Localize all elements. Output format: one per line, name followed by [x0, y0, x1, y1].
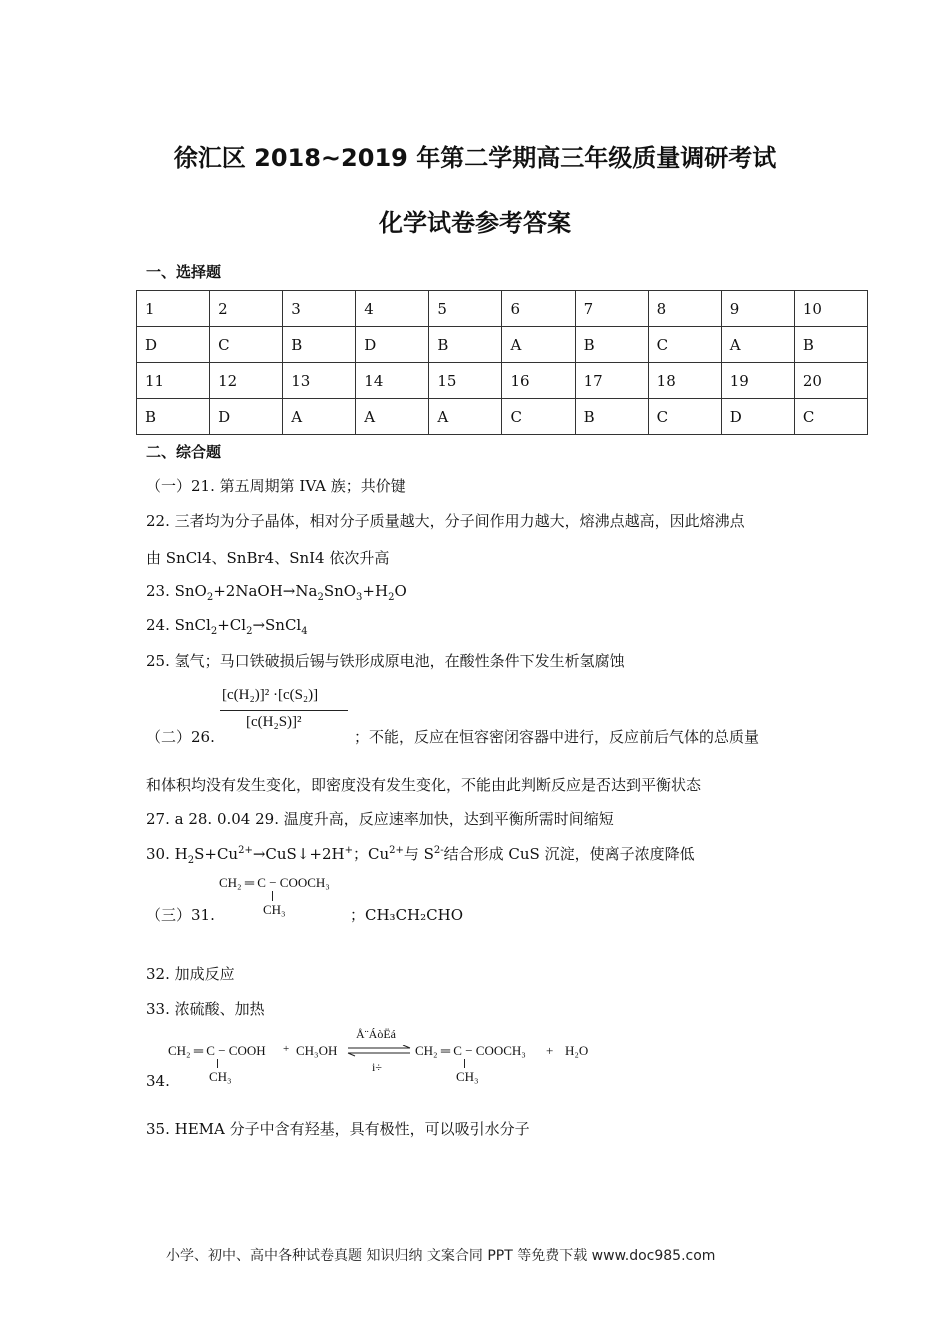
- section-comprehensive-heading: 二、综合题: [146, 443, 222, 461]
- q34-bond2: [464, 1059, 465, 1068]
- answer-table-cell: A: [356, 399, 429, 435]
- answer-table-cell: D: [721, 399, 794, 435]
- answer-table-cell: A: [283, 399, 356, 435]
- answer-table-cell: D: [137, 327, 210, 363]
- answer-q30: 30. $H_2S+Cu^{2+}\to CuS↓+2H^+$；$Cu^{2+}$与 $S^{2-}$结合形成 CuS 沉淀，使离子浓度降低: [146, 845, 695, 866]
- answer-table-cell: B: [575, 399, 648, 435]
- answer-table-cell: C: [648, 399, 721, 435]
- q26-fraction-denominator: [c(H₂S)]²: [246, 714, 302, 730]
- answer-table-row: [137, 363, 868, 399]
- answer-q26-text: ；不能，反应在恒容密闭容器中进行，反应前后气体的总质量: [354, 728, 760, 746]
- answer-q32: 32. 加成反应: [146, 965, 235, 983]
- answer-table-cell: A: [429, 399, 502, 435]
- q34-product2: H₂O: [565, 1043, 589, 1058]
- answer-table-row: [137, 291, 868, 327]
- section-choice-heading: 一、选择题: [146, 263, 222, 281]
- answer-table-cell: B: [429, 327, 502, 363]
- answer-q33: 33. 浓硫酸、加热: [146, 1000, 265, 1018]
- answer-table-cell: B: [283, 327, 356, 363]
- q26-fraction-bar: [220, 710, 348, 711]
- q34-reversible-arrow: [346, 1045, 412, 1057]
- answer-table-cell: 14: [356, 363, 429, 399]
- answer-q25: 25. 氢气；马口铁破损后锡与铁形成原电池，在酸性条件下发生析氢腐蚀: [146, 652, 625, 670]
- answer-table-cell: 7: [575, 291, 648, 327]
- exam-title: 徐汇区 2018~2019 年第二学期高三年级质量调研考试: [173, 144, 777, 172]
- answer-table-cell: C: [794, 399, 867, 435]
- q31-structure-branch: CH₃: [263, 902, 286, 917]
- answer-table-cell: B: [794, 327, 867, 363]
- answer-table-row: [137, 399, 868, 435]
- q34-plus2: +: [546, 1043, 554, 1058]
- q34-reactant1: CH₂ ═ C − COOH: [168, 1043, 266, 1058]
- answer-key-title: 化学试卷参考答案: [379, 209, 571, 237]
- answer-table-cell: 10: [794, 291, 867, 327]
- q34-branch1: CH₃: [209, 1069, 232, 1084]
- q31-structure-main: CH₂ ═ C − COOCH₃: [219, 875, 330, 890]
- q34-branch2: CH₃: [456, 1069, 479, 1084]
- answer-table-cell: 20: [794, 363, 867, 399]
- answer-table-cell: 5: [429, 291, 502, 327]
- answer-table-cell: B: [137, 399, 210, 435]
- answer-q23: 23. $SnO_2+2NaOH\to Na_2SnO_3+H_2O$: [146, 582, 407, 603]
- answer-q26-line2: 和体积均没有发生变化，即密度没有发生变化，不能由此判断反应是否达到平衡状态: [146, 776, 702, 794]
- answer-table-cell: B: [575, 327, 648, 363]
- q34-condition-bottom: i÷: [372, 1060, 382, 1074]
- answer-table-row: [137, 327, 868, 363]
- answer-table-cell: 18: [648, 363, 721, 399]
- answer-table-cell: 8: [648, 291, 721, 327]
- answer-table-cell: D: [356, 327, 429, 363]
- answer-table-cell: 2: [210, 291, 283, 327]
- q34-product1: CH₂ ═ C − COOCH₃: [415, 1043, 526, 1058]
- answer-q31-text: ；CH₃CH₂CHO: [350, 906, 463, 924]
- answer-q21: （一）21. 第五周期第 IVA 族；共价键: [146, 477, 406, 495]
- answer-table-cell: C: [648, 327, 721, 363]
- answer-table-cell: A: [721, 327, 794, 363]
- q34-bond1: [217, 1059, 218, 1068]
- answer-table-cell: 17: [575, 363, 648, 399]
- answer-q26-label: （二）26.: [146, 728, 215, 746]
- answer-q34-label: 34.: [146, 1072, 170, 1090]
- answer-q35: 35. HEMA 分子中含有羟基，具有极性，可以吸引水分子: [146, 1120, 530, 1138]
- answer-table-cell: 4: [356, 291, 429, 327]
- answer-table-cell: 13: [283, 363, 356, 399]
- answer-table-cell: 15: [429, 363, 502, 399]
- answer-table-cell: 16: [502, 363, 575, 399]
- answer-q24: 24. $SnCl_2+Cl_2\to SnCl_4$: [146, 616, 308, 637]
- answer-table-cell: 3: [283, 291, 356, 327]
- q34-condition-top: Å¨ÁòËá: [356, 1027, 396, 1041]
- answer-table-cell: 19: [721, 363, 794, 399]
- answer-table-cell: C: [210, 327, 283, 363]
- answer-table-cell: 1: [137, 291, 210, 327]
- answer-q27-29: 27. a 28. 0.04 29. 温度升高，反应速率加快，达到平衡所需时间缩短: [146, 810, 614, 828]
- answer-table-cell: C: [502, 399, 575, 435]
- answer-table-cell: 12: [210, 363, 283, 399]
- answer-q22-line2: 由 SnCl4、SnBr4、SnI4 依次升高: [146, 549, 390, 567]
- page-footer: 小学、初中、高中各种试卷真题 知识归纳 文案合同 PPT 等免费下载 www.doc985.com: [166, 1248, 716, 1264]
- q31-structure-bond: [272, 891, 273, 901]
- answer-table-cell: 11: [137, 363, 210, 399]
- answer-table: [136, 290, 868, 435]
- q34-reactant2: CH₃OH: [296, 1043, 338, 1058]
- answer-table-cell: A: [502, 327, 575, 363]
- answer-q22-line1: 22. 三者均为分子晶体，相对分子质量越大，分子间作用力越大，熔沸点越高，因此熔沸点: [146, 512, 745, 530]
- q26-fraction-numerator: [c(H₂)]² ·[c(S₂)]: [222, 687, 319, 703]
- q34-plus1: +: [283, 1043, 290, 1055]
- answer-table-cell: 9: [721, 291, 794, 327]
- answer-table-cell: D: [210, 399, 283, 435]
- answer-table-cell: 6: [502, 291, 575, 327]
- answer-q31-label: （三）31.: [146, 906, 215, 924]
